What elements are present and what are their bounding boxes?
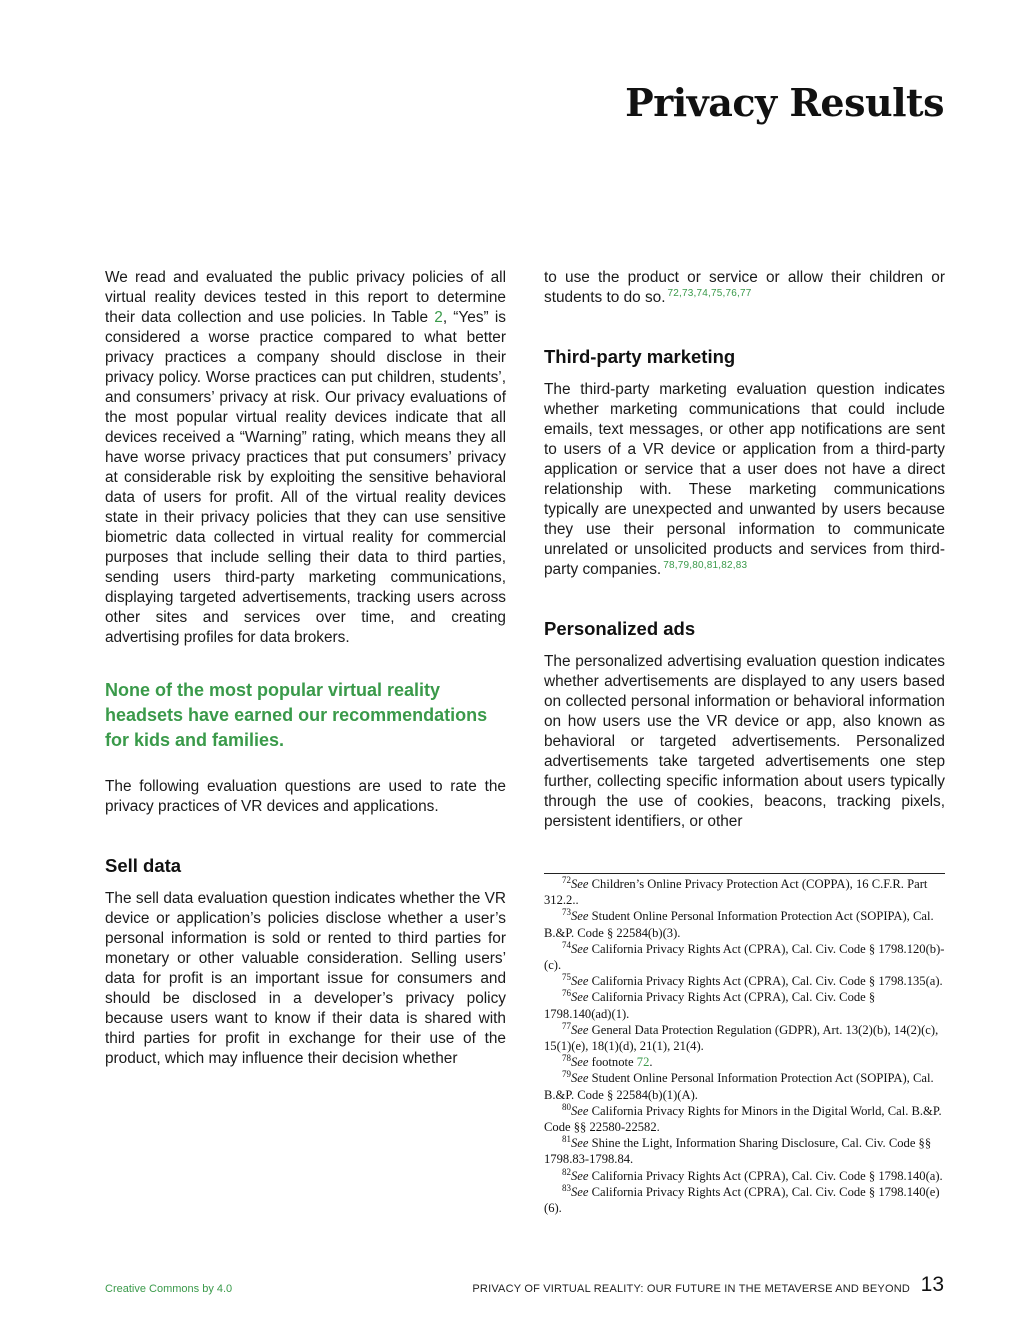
footnotes-section — [544, 873, 945, 1216]
footnote-76: $^{76}$See California Privacy Rights Act (CPRA), Cal. Civ. Code § 1798.140(ad)(1). — [544, 988, 876, 1021]
footnote-81: $^{81}$See Shine the Light, Information Sharing Disclosure, Cal. Civ. Code §§ 1798.83-1798.84. — [544, 1134, 932, 1167]
footnote-79: $^{79}$See Student Online Personal Information Protection Act (SOPIPA), Cal. B.&P. Code § 22584(b)(1)(A). — [544, 1069, 934, 1102]
continued-paragraph: to use the product or service or allow their children or students to do so. $^{72,73,74,75,76,77}$ — [544, 269, 945, 306]
left-column — [105, 268, 506, 1069]
footnote-74: $^{74}$See California Privacy Rights Act (CPRA), Cal. Civ. Code § 1798.120(b)-(c). — [544, 939, 945, 973]
footnote-82: $^{82}$See California Privacy Rights Act (CPRA), Cal. Civ. Code § 1798.140(a). — [562, 1166, 943, 1183]
intro-paragraph: We read and evaluated the public privacy policies of all virtual reality devices tested in this report to determine their data collection and use policies. In Table 2, “Yes” is considered a worse practice compared to what better privacy practices a company should disclose in their privacy policy. Worse practices can put children, students’, and consumers’ privacy at risk. Our privacy evaluations of the most popular virtual reality devices indicate that all devices received a “Warning” rating, which means they all have worse privacy practices that put consumers’ privacy at considerable risk by exploiting the sensitive behavioral data of users for profit. All of the virtual reality devices state in their privacy policies that they can use sensitive biometric data collected in virtual reality for commercial purposes that include selling their data to third parties, sending users third-party marketing communications, displaying targeted advertisements, tracking users across other sites and services over time, and creating advertising profiles for data brokers. — [105, 269, 506, 646]
footnote-73: $^{73}$See Student Online Personal Information Protection Act (SOPIPA), Cal. B.&P. Code § 22584(b)(3). — [544, 907, 934, 940]
license-footer: Creative Commons by 4.0 — [105, 1283, 233, 1295]
footnote-72-link[interactable]: 72 — [636, 1055, 650, 1070]
callout-quote: None of the most popular virtual reality headsets have earned our recommendations for kids and families. — [105, 680, 488, 750]
footnote-refs-78-83[interactable]: 78,79,80,81,82,83 — [663, 560, 748, 571]
report-title-footer: PRIVACY OF VIRTUAL REALITY: OUR FUTURE IN THE METAVERSE AND BEYOND — [472, 1283, 910, 1295]
page-title: Privacy Results — [625, 80, 944, 125]
footnote-72: $^{72}$See Children’s Online Privacy Protection Act (COPPA), 16 C.F.R. Part 312.2.. — [544, 875, 928, 908]
table-2-link[interactable]: 2 — [434, 309, 443, 326]
personalized-ads-heading: Personalized ads — [544, 618, 696, 639]
personalized-ads-paragraph: The personalized advertising evaluation question indicates whether advertisements are displayed to any users based on collected personal information or behavioral information on how users use the VR device or app, also known as behavioral or targeted advertisements. Personalized advertisements take targeted advertisements one step further, collecting specific information about users typically through the use of cookies, beacons, tracking pixels, persistent identifiers, or other — [544, 653, 945, 830]
footnote-78: $^{78}$See footnote 72. — [562, 1053, 653, 1070]
footnote-refs-72-77[interactable]: 72,73,74,75,76,77 — [667, 288, 752, 299]
third-party-marketing-heading: Third-party marketing — [544, 346, 736, 367]
footnote-75: $^{75}$See California Privacy Rights Act (CPRA), Cal. Civ. Code § 1798.135(a). — [562, 972, 943, 989]
page-number: 13 — [920, 1273, 944, 1296]
footnote-80: $^{80}$See California Privacy Rights for Minors in the Digital World, Cal. B.&P. Code §§ 22580-22582. — [544, 1101, 942, 1135]
evaluation-intro: The following evaluation questions are used to rate the privacy practices of VR devices and applications. — [105, 778, 506, 815]
sell-data-paragraph: The sell data evaluation question indicates whether the VR device or application’s policies disclose whether a user’s personal information is sold or rented to third parties for monetary or other valuable consideration. Selling users’ data for profit is an important issue for consumers and should be disclosed in a developer’s privacy policy because users want to know if their data is shared with third parties for profit in exchange for their use of the product, which may influence their decision whether — [105, 890, 506, 1067]
footnote-83: $^{83}$See California Privacy Rights Act (CPRA), Cal. Civ. Code § 1798.140(e)(6). — [544, 1182, 940, 1216]
third-party-marketing-paragraph: The third-party marketing evaluation question indicates whether marketing communications that could include emails, text messages, or other app notifications are sent to users of a VR device or application from a third-party application or service that a user does not have a direct relationship with. These marketing communications typically are unexpected and unwanted by users because they use their personal information to communicate unrelated or unsolicited products and services from third-party companies. $^{78,79,80,81,82,83}$ — [544, 381, 945, 578]
right-column — [544, 268, 945, 832]
sell-data-heading: Sell data — [105, 855, 182, 876]
footnote-77: $^{77}$See General Data Protection Regulation (GDPR), Art. 13(2)(b), 14(2)(c), 15(1)(e), 18(1)(d), 21(1), 21(4). — [544, 1020, 939, 1054]
